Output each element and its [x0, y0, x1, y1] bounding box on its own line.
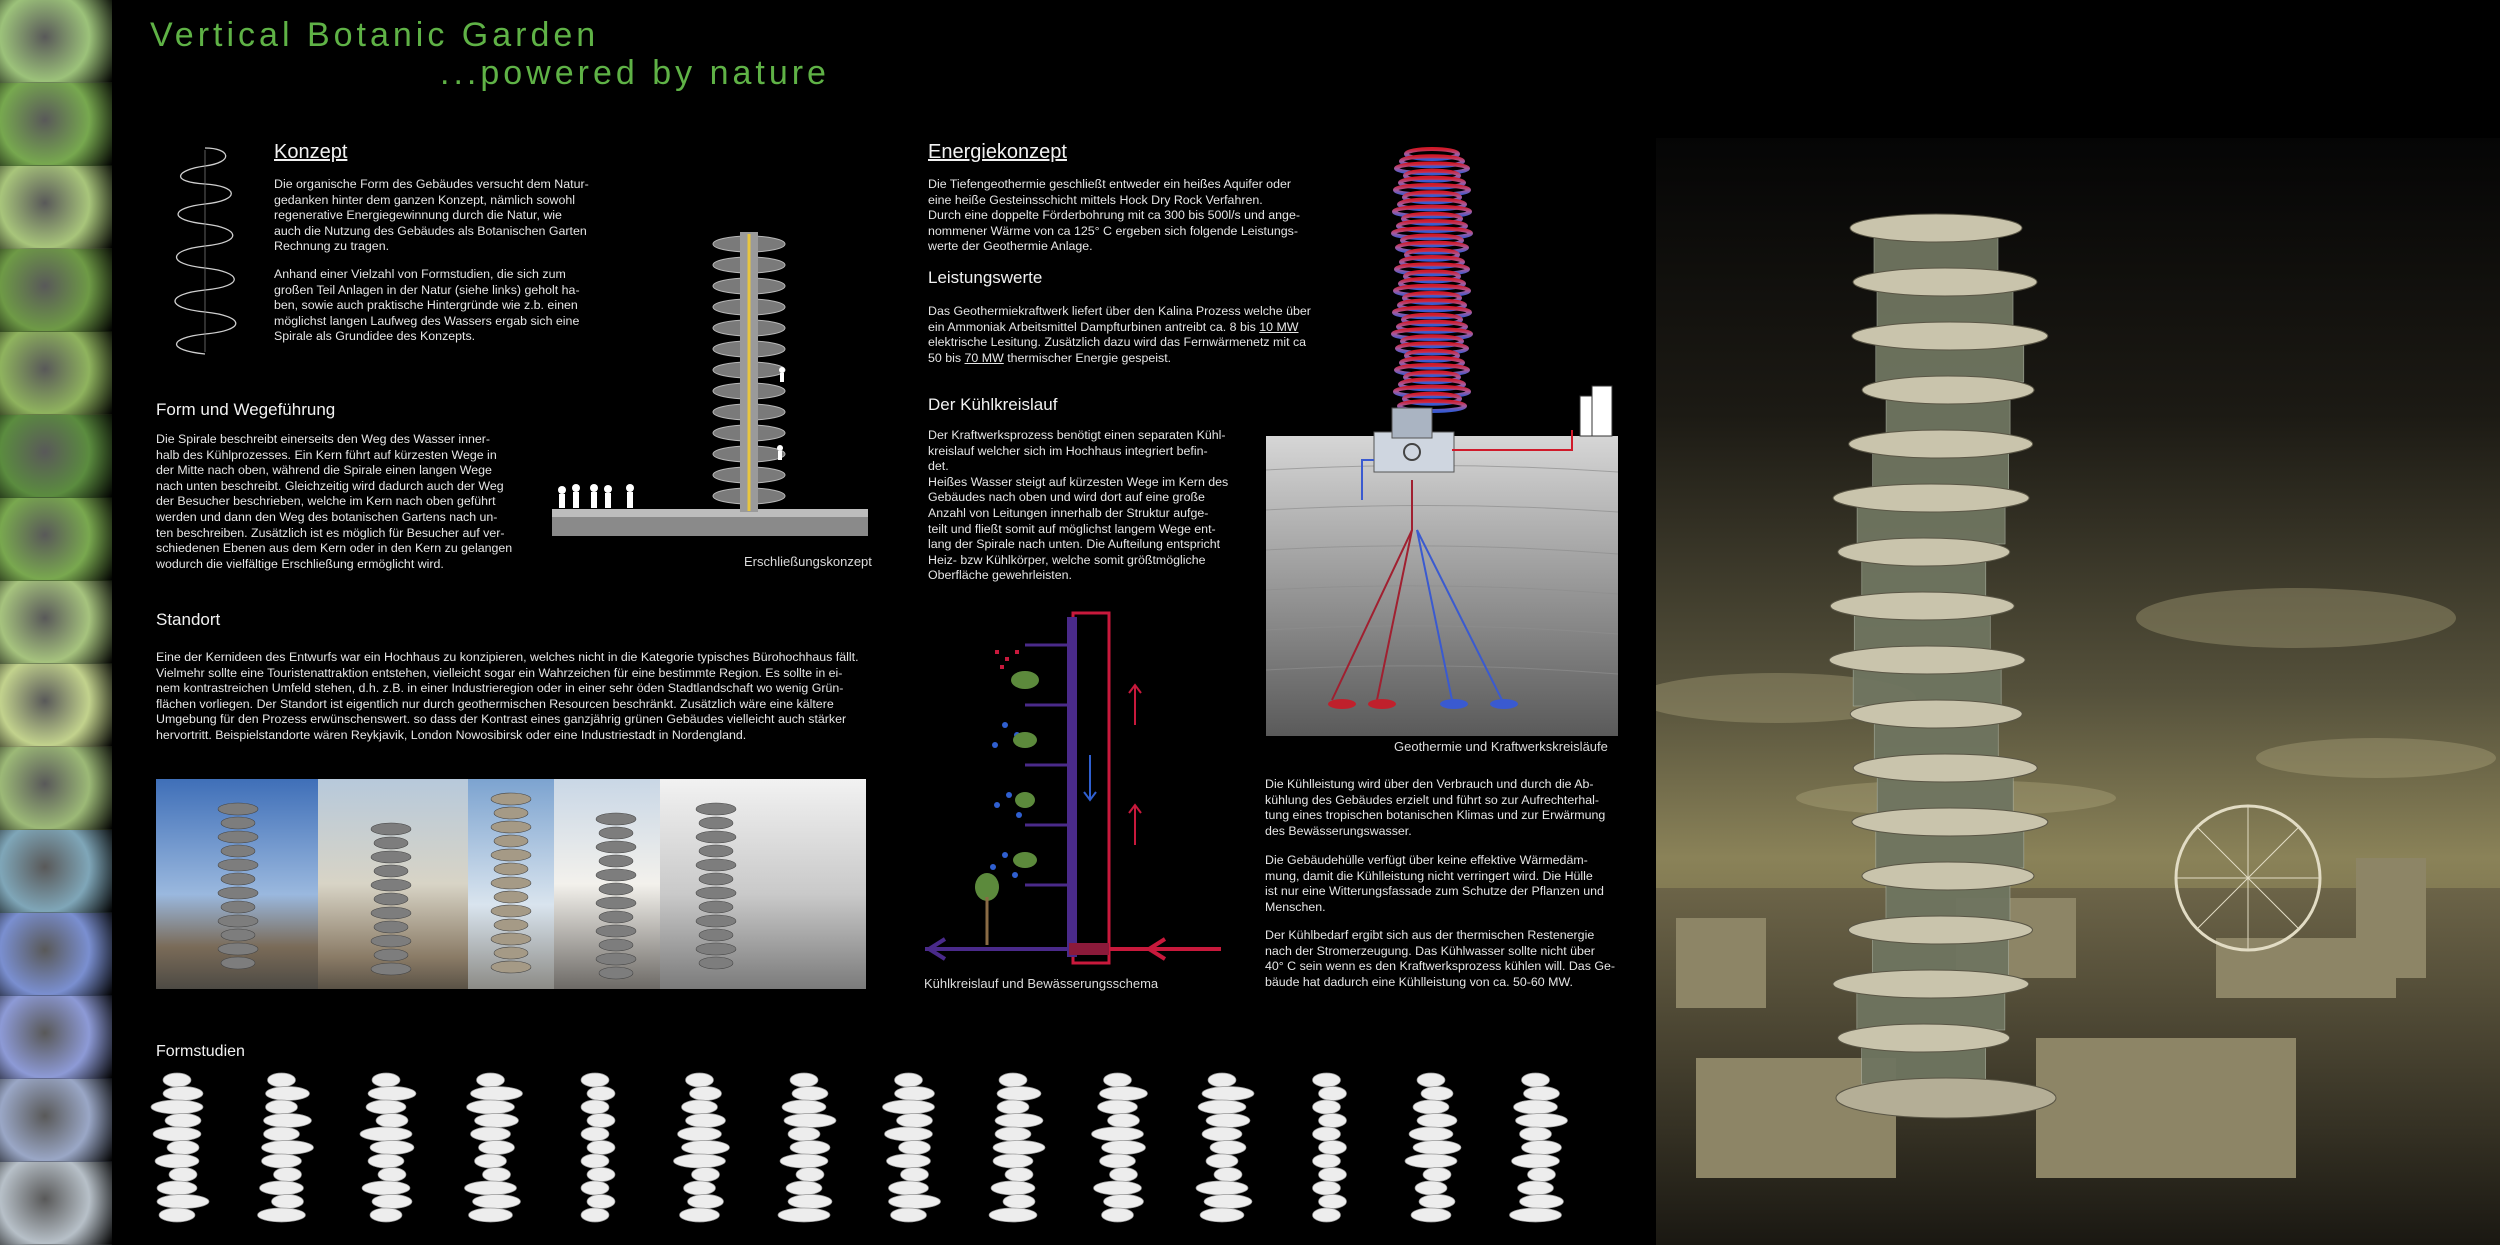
cooling-schema-diagram [925, 605, 1225, 975]
geothermie-caption: Geothermie und Kraftwerkskreisläufe [1394, 739, 1608, 754]
standort-heading: Standort [156, 610, 221, 629]
form-text: Die Spirale beschreibt einerseits den Weg des Wasser inner- halb des Kühlprozesses. Ein Kern führt auf kürzesten Wege in der Mitte nach oben, während die Spirale einen langen Wege nach unten beschreibt. Gleichzeitig wird dadurch auch der Weg der Besucher beschrieben, welche im Kern nach oben geführt werden und dann den Weg des botanischen Gartens nach un- ten beschreiben. Zusätzlich ist es möglich für Besucher auf ver- schiedenen Ebenen aus dem Kern oder in den Kern zu gelangen wodurch die vielfältige Erschließung ermöglicht wird. [156, 432, 513, 571]
form-study-13 [1405, 1073, 1461, 1222]
page-title: Vertical Botanic Garden [150, 16, 600, 54]
form-study-2 [258, 1073, 314, 1222]
energie-text: Die Tiefengeothermie geschließt entweder ein heißes Aquifer oder eine heiße Gesteinsschicht mittels Hock Dry Rock Verfahren. Durch eine doppelte Förderbohrung mit ca 300 bis 500l/s und ange- nommener Wärme von ca 125° C ergeben sich folgende Leistungs- werte der Geothermie Anlage. [928, 177, 1300, 254]
form-study-4 [465, 1073, 523, 1222]
nature-image-strip [0, 0, 112, 1245]
nature-photo-10 [0, 747, 112, 830]
formstudien-heading: Formstudien [156, 1043, 245, 1060]
nature-photo-3 [0, 166, 112, 249]
form-study-11 [1196, 1073, 1254, 1222]
nature-photo-7 [0, 498, 112, 581]
form-study-6 [674, 1073, 730, 1222]
nature-photo-1 [0, 0, 112, 83]
form-study-1 [151, 1073, 209, 1222]
leistung-mw-thermal: 70 MW [964, 350, 1004, 365]
form-heading: Form und Wegeführung [156, 400, 336, 419]
form-study-7 [778, 1073, 836, 1222]
konzept-para-1: Die organische Form des Gebäudes versucht dem Natur- gedanken hinter dem ganzen Konzept, nämlich sowohl regenerative Energiegewinnung durch die Natur, wie auch die Nutzung des Gebäudes als Botanischen Garten Rechnung zu tragen. [274, 177, 589, 254]
nature-photo-2 [0, 83, 112, 166]
form-study-14 [1510, 1073, 1568, 1222]
form-study-9 [989, 1073, 1045, 1222]
tower-render-image [1656, 138, 2500, 1245]
nature-photo-6 [0, 415, 112, 498]
page-subtitle: ...powered by nature [440, 54, 830, 92]
nature-photo-5 [0, 332, 112, 415]
konzept-para-2: Anhand einer Vielzahl von Formstudien, die sich zum großen Teil Anlagen in der Natur (siehe links) geholt ha- ben, sowie auch praktische Hintergründe wie z.b. einen möglichst langen Laufweg des Wassers ergab sich eine Spirale als Grundidee des Konzepts. [274, 267, 580, 344]
kuehl-heading: Der Kühlkreislauf [928, 395, 1058, 414]
nature-photo-13 [0, 996, 112, 1079]
kuehl-right-text-2: Die Gebäudehülle verfügt über keine effektive Wärmedäm- mung, damit die Kühlleistung nicht verringert wird. Die Hülle ist nur eine Witterungsfassade zum Schutze der Pflanzen und Menschen. [1265, 853, 1604, 914]
leistung-mw-electric: 10 MW [1259, 319, 1299, 334]
form-study-5 [581, 1073, 615, 1222]
spiral-sketch-image [160, 140, 250, 360]
nature-photo-12 [0, 913, 112, 996]
form-study-10 [1092, 1073, 1148, 1222]
nature-photo-4 [0, 249, 112, 332]
kuehl-right-text-3: Der Kühlbedarf ergibt sich aus der thermischen Restenergie nach der Stromerzeugung. Das Kühlwasser sollte nicht über 40° C sein wenn es den Kraftwerksprozess kühlen will. Das Ge- bäude hat dadurch eine Kühlleistung von ca. 50-60 MW. [1265, 928, 1615, 989]
leistung-heading: Leistungswerte [928, 268, 1043, 287]
kuehl-text: Der Kraftwerksprozess benötigt einen separaten Kühl- kreislauf welcher sich im Hochhaus integriert befin- det. Heißes Wasser steigt auf kürzesten Wege im Kern des Gebäudes nach oben und wird dort auf eine große Anzahl von Leitungen innerhalb der Struktur aufge- teilt und fließt somit auf möglichst langem Wege ent- lang der Spirale nach unten. Die Aufteilung entspricht Heiz- bzw Kühlkörper, welche somit größtmögliche Oberfläche gewehrleisten. [928, 428, 1229, 583]
form-study-12 [1313, 1073, 1347, 1222]
konzept-heading: Konzept [274, 141, 348, 163]
geothermie-diagram [1262, 140, 1622, 740]
leistung-text: Das Geothermiekraftwerk liefert über den Kalina Prozess welche über ein Ammoniak Arbeitsmittel Dampfturbinen antreibt ca. 8 bis 10 MW elektrische Lesitung. Zusätzlich dazu wird das Fernwärmenetz mit ca 50 bis 70 MW thermischer Energie gespeist. [928, 304, 1311, 365]
nature-photo-11 [0, 830, 112, 913]
energie-heading: Energiekonzept [928, 141, 1067, 163]
photo-tower-overlays [156, 779, 866, 989]
nature-photo-14 [0, 1079, 112, 1162]
standort-text: Eine der Kernideen des Entwurfs war ein Hochhaus zu konzipieren, welches nicht in die Kategorie typisches Bürohochhaus fällt. Vielmehr sollte eine Touristenattraktion entstehen, vielleicht sogar ein Wahrzeichen für eine bestimmte Region. Es sollte in ei- nem kontrastreichen Umfeld stehen, d.h. z.B. in einer Industrieregion oder in einer sehr öden Stadtlandschaft wo wenig Grün- flächen vorliegen. Der Standort ist eigentlich nur durch geothermischen Resourcen beschränkt. Zusätzlich wäre eine kältere Umgebung für den Prozess erwünschenswert. so dass der Kontrast eines ganzjährig grünen Gebäudes vielleicht auch stärker hervortritt. Beispielstandorte wären Reykjavik, London Nowosibirsk oder eine Industriestadt in Nordengland. [156, 650, 859, 742]
erschliessung-diagram [552, 226, 872, 546]
form-study-8 [883, 1073, 941, 1222]
nature-photo-9 [0, 664, 112, 747]
kuehl-right-text-1: Die Kühlleistung wird über den Verbrauch und durch die Ab- kühlung des Gebäudes erzielt und führt so zur Aufrechterhal- tung eines tropischen botanischen Klimas und zur Erwärmung des Bewässerungswasser. [1265, 777, 1606, 838]
nature-photo-8 [0, 581, 112, 664]
erschliessung-caption: Erschließungskonzept [744, 554, 872, 569]
form-study-3 [360, 1073, 416, 1222]
formstudien-row [150, 1068, 1620, 1233]
nature-photo-15 [0, 1162, 112, 1245]
schema-caption: Kühlkreislauf und Bewässerungsschema [924, 976, 1159, 991]
